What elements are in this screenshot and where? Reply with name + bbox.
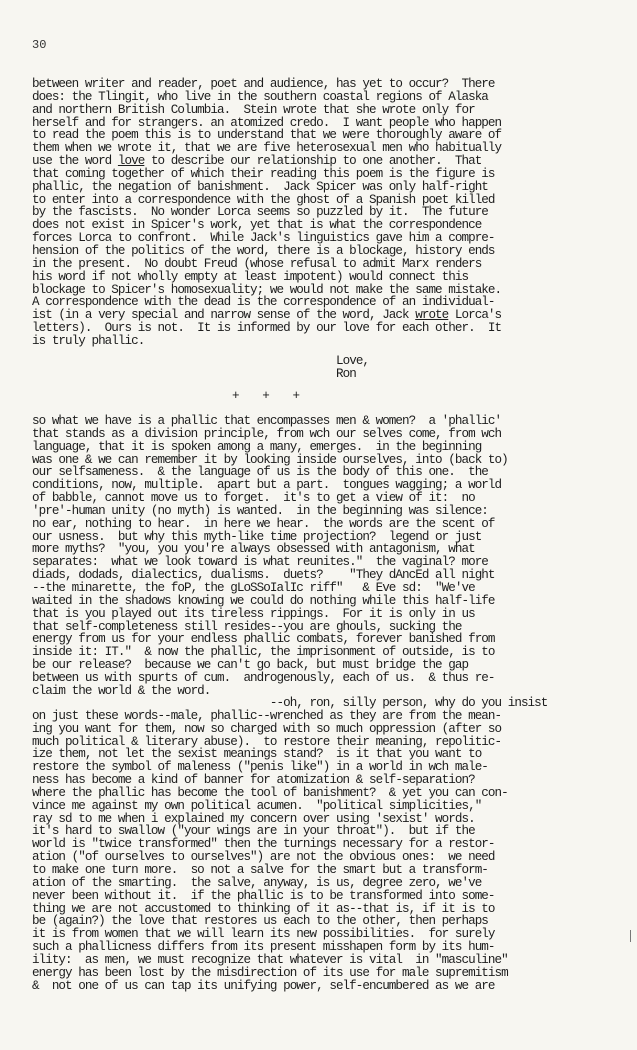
- signoff: [336, 355, 369, 381]
- text-segment: to describe our relationship to one another. That: [144, 154, 482, 169]
- text-line: that coming together of which their reading this poem is the figure is: [32, 166, 495, 181]
- text-line: inside it: IT." & now the phallic, the imprisonment of outside, is to: [32, 645, 495, 660]
- underlined-word: love: [117, 154, 145, 169]
- text-line: waited in the shadows knowing we could do nothing while this half-life: [32, 593, 495, 608]
- text-line: such a phallicness differs from its present misshapen form by its hum-: [32, 940, 495, 955]
- text-line: ness has become a kind of banner for atomization & self-separation?: [32, 773, 475, 788]
- text-line: it's hard to swallow ("your wings are in your throat"). but if the: [32, 824, 475, 839]
- text-line: more myths? "you, you you're always obsessed with antagonism, what: [32, 542, 475, 557]
- text-line: does: the Tlingit, who live in the southern coastal regions of Alaska: [32, 89, 488, 104]
- text-line: world is "twice transformed" then the turnings necessary for a restor-: [32, 837, 495, 852]
- text-line: thing we are not accustomed to thinking of it as--that is, if it is to: [32, 901, 495, 916]
- text-line: that stands as a division principle, from wch our selves come, from wch: [32, 426, 502, 441]
- text-line: --the minarette, the foP, the gLoSSoIalIc riff" & Eve sd: "We've: [32, 580, 475, 595]
- text-line: no ear, nothing to hear. in here we hear. the words are the scent of: [32, 516, 495, 531]
- text-line: & not one of us can tap its unifying power, self-encumbered as we are: [32, 978, 495, 993]
- text-line: separates: what we look toward is what reunites." the vaginal? more: [32, 555, 488, 570]
- section-separator: + + +: [232, 389, 301, 403]
- text-line: claim the world & the word.: [32, 683, 211, 698]
- text-line: between us with spurts of cum. androgenously, each of us. & thus re-: [32, 670, 495, 685]
- text-line: to read the poem this is to understand that we were thoroughly aware of: [32, 128, 502, 143]
- text-line: so what we have is a phallic that encompasses men & women? a 'phallic': [32, 414, 502, 428]
- text-line: ray sd to me when i explained my concern over using 'sexist' words.: [32, 811, 475, 826]
- text-line: --oh, ron, silly person, why do you insist: [32, 696, 548, 710]
- text-line: phallic, the negation of banishment. Jack Spicer was only half-right: [32, 179, 488, 194]
- text-line: on just these words--male, phallic--wrenched as they are from the mean-: [32, 708, 502, 723]
- text-line: between writer and reader, poet and audience, has yet to occur? There: [32, 77, 495, 91]
- signoff-name: Ron: [336, 366, 356, 381]
- text-line: in the present. No doubt Freud (whose refusal to admit Marx renders: [32, 256, 482, 271]
- text-line: hension of the politics of the word, there is a blockage, history ends: [32, 243, 495, 258]
- text-line: [32, 155, 632, 168]
- paragraph-letter: [32, 78, 632, 348]
- text-line: restore the symbol of maleness ("penis like") in a world in wch male-: [32, 760, 488, 775]
- underlined-word: wrote: [415, 308, 449, 323]
- text-line: ize them, not let the sexist meanings stand? is it that you want to: [32, 747, 482, 762]
- text-line: of babble, cannot move us to forget. it's to get a view of it: no: [32, 491, 475, 506]
- text-line: 'pre'-human unity (no myth) is wanted. in the beginning was silence:: [32, 503, 488, 518]
- text-line: our usness. but why this myth-like time projection? legend or just: [32, 529, 482, 544]
- text-line: be our release? because we can't go back, but must bridge the gap: [32, 658, 469, 673]
- text-line: letters). Ours is not. It is informed by our love for each other. It: [32, 321, 502, 336]
- text-line: herself and for strangers. an atomized credo. I want people who happen: [32, 115, 502, 130]
- margin-mark: [630, 930, 631, 942]
- text-line: our selfsameness. & the language of us is the body of this one. the: [32, 465, 488, 480]
- text-line: never been without it. if the phallic is to be transformed into some-: [32, 888, 495, 903]
- text-line: his word if not wholly empty at least impotent) would connect this: [32, 269, 469, 284]
- paragraph-response: [32, 415, 632, 698]
- text-line: energy from us for your endless phallic combats, forever banished from: [32, 632, 495, 647]
- text-segment: use the word: [32, 154, 118, 169]
- text-line: where the phallic has become the tool of banishment? & yet you can con-: [32, 785, 508, 800]
- text-line: to make one turn more. so not a salve for the smart but a transform-: [32, 862, 488, 877]
- text-line: ation ("of ourselves to ourselves") are not the obvious ones: we need: [32, 850, 495, 865]
- text-line: blockage to Spicer's homosexuality; we would not make the same mistake.: [32, 282, 502, 297]
- text-line: them when we wrote it, that we are five heterosexual men who habitually: [32, 141, 502, 156]
- text-line: and northern British Columbia. Stein wrote that she wrote only for: [32, 102, 475, 117]
- text-line: that is you played out its tireless rippings. For it is only in us: [32, 606, 475, 621]
- text-line: energy has been lost by the misdirection of its use for male supremitism: [32, 965, 508, 980]
- text-line: ility: as men, we must recognize that whatever is vital in "masculine": [32, 952, 508, 967]
- text-segment: ist (in a very special and narrow sense of the word, Jack: [32, 308, 416, 323]
- text-segment: Lorca's: [448, 308, 502, 323]
- text-line: diads, dodads, dialectics, dualisms. duets? "They dAncEd all night: [32, 568, 495, 583]
- text-line: conditions, now, multiple. apart but a part. tongues wagging; a world: [32, 478, 502, 493]
- text-line: vince me against my own political acumen. "political simplicities,": [32, 798, 482, 813]
- text-line: much political & literary abuse). to restore their meaning, repolitic-: [32, 734, 502, 749]
- text-line: is truly phallic.: [32, 333, 145, 348]
- text-line: A correspondence with the dead is the correspondence of an individual-: [32, 295, 495, 310]
- text-line: to enter into a correspondence with the ghost of a Spanish poet killed: [32, 192, 495, 207]
- text-line: language, that it is spoken among a many, emerges. in the beginning: [32, 439, 482, 454]
- text-line: was one & we can remember it by looking inside ourselves, into (back to): [32, 452, 508, 467]
- text-line: be (again?) the love that restores us each to the other, then perhaps: [32, 914, 488, 929]
- text-line: ing you want for them, now so charged with so much oppression (after so: [32, 721, 502, 736]
- text-line: by the fascists. No wonder Lorca seems so puzzled by it. The future: [32, 205, 488, 220]
- text-line: it is from women that we will learn its new possibilities. for surely: [32, 927, 495, 942]
- signoff-closing: Love,: [336, 354, 370, 368]
- text-line: that self-completeness still resides--you are ghouls, sucking the: [32, 619, 462, 634]
- text-line: ation of the smarting. the salve, anyway, is us, degree zero, we've: [32, 875, 482, 890]
- text-line: forces Lorca to confront. While Jack's linguistics gave him a compre-: [32, 231, 495, 246]
- page-number: 30: [32, 38, 47, 52]
- text-line: does not exist in Spicer's work, yet that is what the correspondence: [32, 218, 482, 233]
- paragraph-reply: [32, 697, 632, 992]
